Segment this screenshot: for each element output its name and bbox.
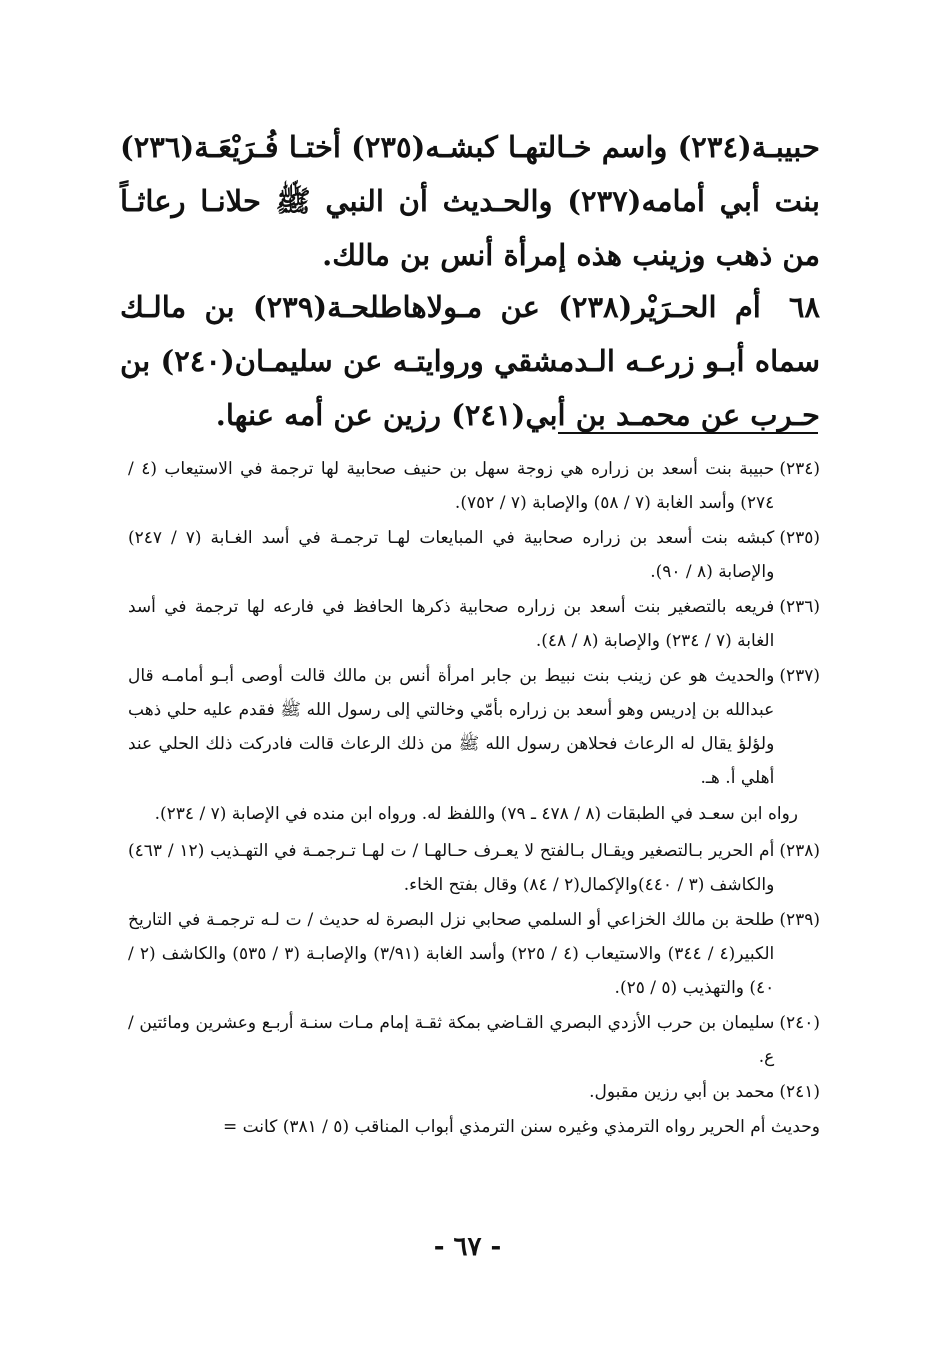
footnote-text: حبيبة بنت أسعد بن زراره هي زوجة سهل بن حنيف صحابية لها ترجمة في الاستيعاب (٤ / ٢٧٤) وأسد الغابة (٧ / ٥٨) والإصابة (٧ / ٧٥٢). [128,459,775,513]
footnote-number: (٢٣٧) [779,666,820,686]
entry-number: ٦٨ [788,290,820,324]
footnote-text: فريعه بالتصغير بنت أسعد بن زراره صحابية ذكرها الحافظ في فارعه لها ترجمة في أسد الغابة (٧ / ٢٣٤) والإصابة (٨ / ٤٨). [128,597,775,651]
footnote-number: (٢٣٦) [779,597,820,617]
continuation-line: وحديث أم الحرير رواه الترمذي وغيره سنن الترمذي أبواب المناقب (٥ / ٣٨١) كانت = [222,1117,820,1137]
footnote-text: محمد بن أبي رزين مقبول. [589,1082,775,1102]
footnote-239 [128,903,820,1005]
main-paragraph-2 [120,280,820,442]
footnote-number: (٢٤٠) [779,1013,820,1033]
footnotes-section [128,452,820,1144]
main-paragraph-1 [120,120,820,282]
footnote-238 [128,834,820,902]
footnote-235 [128,521,820,589]
footnote-241 [128,1075,820,1109]
footnote-234 [128,452,820,520]
footnote-236 [128,590,820,658]
footnote-text: كبشه بنت أسعد بن زراره صحابية في المبايعات لهـا ترجمـة في أسد الغـابة (٧ / ٢٤٧) والإصابة (٨ / ٩٠). [128,528,775,582]
paragraph-text: أم الحـرَيْر(٢٣٨) عن مـولاهاطلحـة(٢٣٩) بن مالـك سماه أبـو زرعـه الـدمشقي وروايتـه عن سليمـان(٢٤٠) بن حـرب عن محمـد بن أبي(٢٤١) رزين عن أمه عنها. [120,290,820,432]
footnote-text: طلحة بن مالك الخزاعي أو السلمي صحابي نزل البصرة له حديث / ت لـه ترجمـة في التاريخ الكبير(٤ / ٣٤٤) والاستيعاب (٤ / ٢٢٥) وأسد الغابة (٣/٩١) والإصابـة (٣ / ٥٣٥) والكاشف (٢ / ٤٠) والتهذيب (٥ / ٢٥). [128,910,775,998]
footnote-text: والحديث هو عن زينب بنت نبيط بن جابر امرأة أنس بن مالك قالت أوصى أبـو أمامـه قال عبدالله بن إدريس وهو أسعد بن زراره بأمّي وخالتي إلى رسول الله ﷺ فقدم عليه حلي ذهب ولؤلؤ يقال له الرعاث فحلاهن رسول الله ﷺ من ذلك الرعاث قالت فادركت ذلك الحلي عند أهلي أ. هـ. [128,666,775,788]
footnote-number: (٢٣٥) [779,528,820,548]
page-number: - ٦٧ - [433,1232,502,1262]
footnote-text: سليمان بن حرب الأزدي البصري القـاضي بمكة ثقـة إمام مـات سنـة أربـع وعشرين ومائتين / ع. [128,1013,775,1067]
paragraph-text: حبيبـة(٢٣٤) واسم خـالتهـا كبشـه(٢٣٥) أختـا فُـرَيْعَـة(٢٣٦) بنت أبي أمامه(٢٣٧) والحـديث أن النبي ﷺ حلانـا رعاثـاً من ذهب وزينب هذه إمرأة أنس بن مالك. [120,130,820,272]
footnote-237-source: رواه ابن سعـد في الطبقات (٨ / ٤٧٨ ـ ٧٩) واللفظ له. ورواه ابن منده في الإصابة (٧ / ٢٣٤). [154,804,798,824]
footnote-divider [558,432,818,434]
footnote-text: أم الحرير بـالتصغير ويقـال بـالفتح لا يعـرف حـالهـا / ت لهـا تـرجمـة في التهـذيب (١٢ / ٤٦٣) والكاشف (٣ / ٤٤٠)والإكمال(٢ / ٨٤) وقال بفتح الخاء. [128,841,775,895]
footnote-237 [128,659,820,795]
footnote-number: (٢٣٩) [779,910,820,930]
footnote-number: (٢٣٨) [779,841,820,861]
footnote-number: (٢٤١) [779,1082,820,1102]
footnote-240 [128,1006,820,1074]
footnote-number: (٢٣٤) [779,459,820,479]
